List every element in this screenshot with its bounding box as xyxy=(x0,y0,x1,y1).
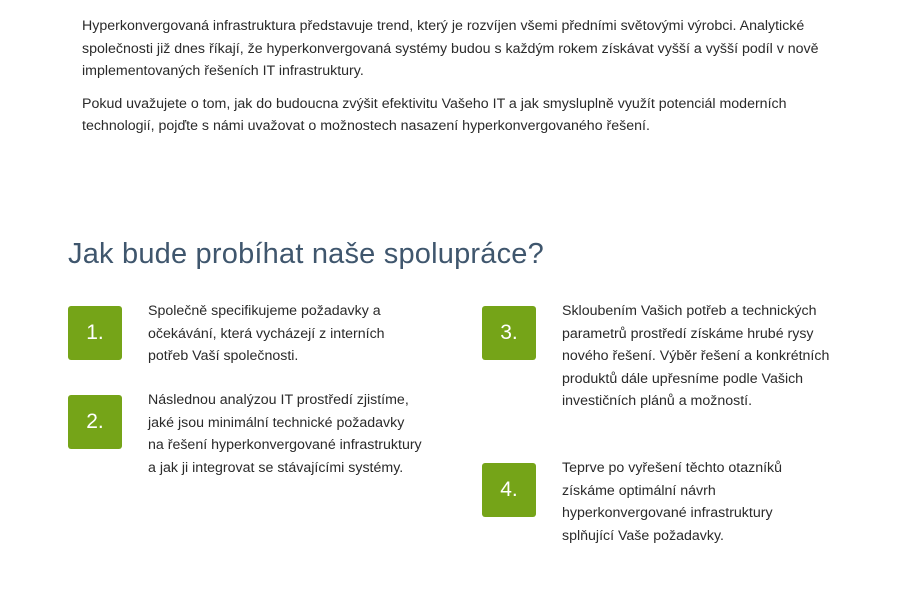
step-description: Skloubením Vašich potřeb a technických parametrů prostředí získáme hrubé rysy nového řešení. Výběr řešení a konkrétních produktů dále upřesníme podle Vašich investičních plánů a možností. xyxy=(562,303,830,409)
intro-section xyxy=(82,15,852,148)
intro-paragraph: Pokud uvažujete o tom, jak do budoucna zvýšit efektivitu Vašeho IT a jak smysluplně využít potenciál moderních technologií, pojďte s námi uvažovat o možnostech nasazení hyperkonvergovaného řešení. xyxy=(82,95,787,134)
step-description: Teprve po vyřešení těchto otazníků získáme optimální návrh hyperkonvergované infrastruktury splňující Vaše požadavky. xyxy=(562,460,783,544)
step-number-badge: 3. xyxy=(482,306,536,360)
step-number-badge: 1. xyxy=(68,306,122,360)
section-title: Jak bude probíhat naše spolupráce? xyxy=(68,238,544,270)
intro-paragraph: Hyperkonvergovaná infrastruktura představuje trend, který je rozvíjen všemi předními světovými výrobci. Analytické společnosti již dnes říkají, že hyperkonvergovaná systémy budou s každým rokem získávat vyšší a vyšší podíl v nově implementovaných řešeních IT infrastruktury. xyxy=(82,18,819,79)
step-number-badge: 4. xyxy=(482,463,536,517)
step-description: Následnou analýzou IT prostředí zjistíme, jaké jsou minimální technické požadavky na řešení hyperkonvergované infrastruktury a jak ji integrovat se stávajícími systémy. xyxy=(148,392,422,476)
step-description: Společně specifikujeme požadavky a očekávání, která vycházejí z interních potřeb Vaší společnosti. xyxy=(148,303,385,364)
step-number-badge: 2. xyxy=(68,395,122,449)
